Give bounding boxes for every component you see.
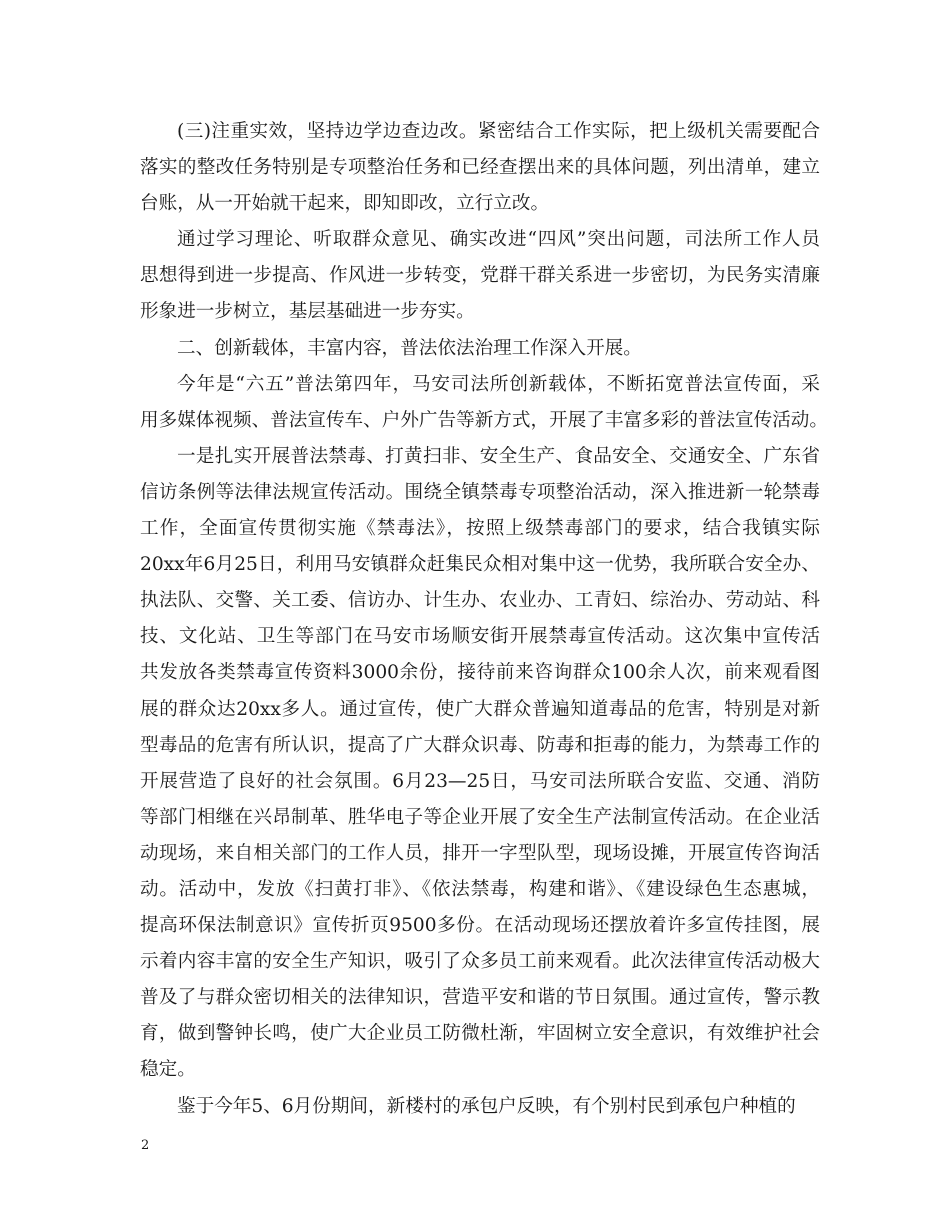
text-line: 动现场，来自相关部门的工作人员，排开一字型队型，现场设摊，开展宣传咨询活 — [140, 842, 820, 864]
text-line: 技、文化站、卫生等部门在马安市场顺安街开展禁毒宣传活动。这次集中宣传活 — [140, 626, 820, 648]
text-line: 一是扎实开展普法禁毒、打黄扫非、安全生产、食品安全、交通安全、广东省 — [177, 445, 820, 467]
text-line: 普及了与群众密切相关的法律知识，营造平安和谐的节日氛围。通过宣传，警示教 — [140, 987, 820, 1009]
text-line: 今年是“六五”普法第四年，马安司法所创新载体，不断拓宽普法宣传面，采 — [177, 373, 820, 395]
text-line: 共发放各类禁毒宣传资料3000余份，接待前来咨询群众100余人次，前来观看图 — [140, 662, 820, 684]
text-line: 20xx年6月25日，利用马安镇群众赶集民众相对集中这一优势，我所联合安全办、 — [140, 554, 820, 576]
text-line: 用多媒体视频、普法宣传车、户外广告等新方式，开展了丰富多彩的普法宣传活动。 — [140, 409, 828, 431]
document-body — [140, 114, 828, 1125]
text-line: 二、创新载体，丰富内容，普法依法治理工作深入开展。 — [177, 337, 642, 359]
text-line: 鉴于今年5、6月份期间，新楼村的承包户反映，有个别村民到承包户种植的 — [177, 1095, 796, 1117]
page-number: 2 — [141, 1138, 150, 1153]
text-line: 工作，全面宣传贯彻实施《禁毒法》，按照上级禁毒部门的要求，结合我镇实际 — [140, 518, 820, 540]
text-line: 育，做到警钟长鸣，使广大企业员工防微杜渐，牢固树立安全意识，有效维护社会 — [140, 1023, 820, 1045]
text-line: 落实的整改任务特别是专项整治任务和已经查摆出来的具体问题，列出清单，建立 — [140, 157, 820, 179]
text-line: 展的群众达20xx多人。通过宣传，使广大群众普遍知道毒品的危害，特别是对新 — [140, 698, 820, 720]
text-line: 示着内容丰富的安全生产知识，吸引了众多员工前来观看。此次法律宣传活动极大 — [140, 951, 820, 973]
text-line: 等部门相继在兴昂制革、胜华电子等企业开展了安全生产法制宣传活动。在企业活 — [140, 806, 820, 828]
text-line: 信访条例等法律法规宣传活动。围绕全镇禁毒专项整治活动，深入推进新一轮禁毒 — [140, 481, 820, 503]
text-line: 提高环保法制意识》宣传折页9500多份。在活动现场还摆放着许多宣传挂图，展 — [140, 915, 820, 937]
text-line: 思想得到进一步提高、作风进一步转变，党群干群关系进一步密切，为民务实清廉 — [140, 265, 820, 287]
text-line: 开展营造了良好的社会氛围。6月23—25日，马安司法所联合安监、交通、消防 — [140, 770, 820, 792]
text-line: 动。活动中，发放《扫黄打非》、《依法禁毒，构建和谐》、《建设绿色生态惠城， — [140, 878, 820, 900]
text-line: 执法队、交警、关工委、信访办、计生办、农业办、工青妇、综治办、劳动站、科 — [140, 590, 820, 612]
text-line: 稳定。 — [140, 1059, 196, 1081]
text-line: 型毒品的危害有所认识，提高了广大群众识毒、防毒和拒毒的能力，为禁毒工作的 — [140, 734, 820, 756]
text-line: 形象进一步树立，基层基础进一步夯实。 — [140, 301, 475, 323]
text-line: 台账，从一开始就干起来，即知即改，立行立改。 — [140, 193, 550, 215]
text-line: (三)注重实效，坚持边学边查边改。紧密结合工作实际，把上级机关需要配合 — [177, 121, 820, 142]
text-line: 通过学习理论、听取群众意见、确实改进“四风”突出问题，司法所工作人员 — [177, 229, 820, 251]
